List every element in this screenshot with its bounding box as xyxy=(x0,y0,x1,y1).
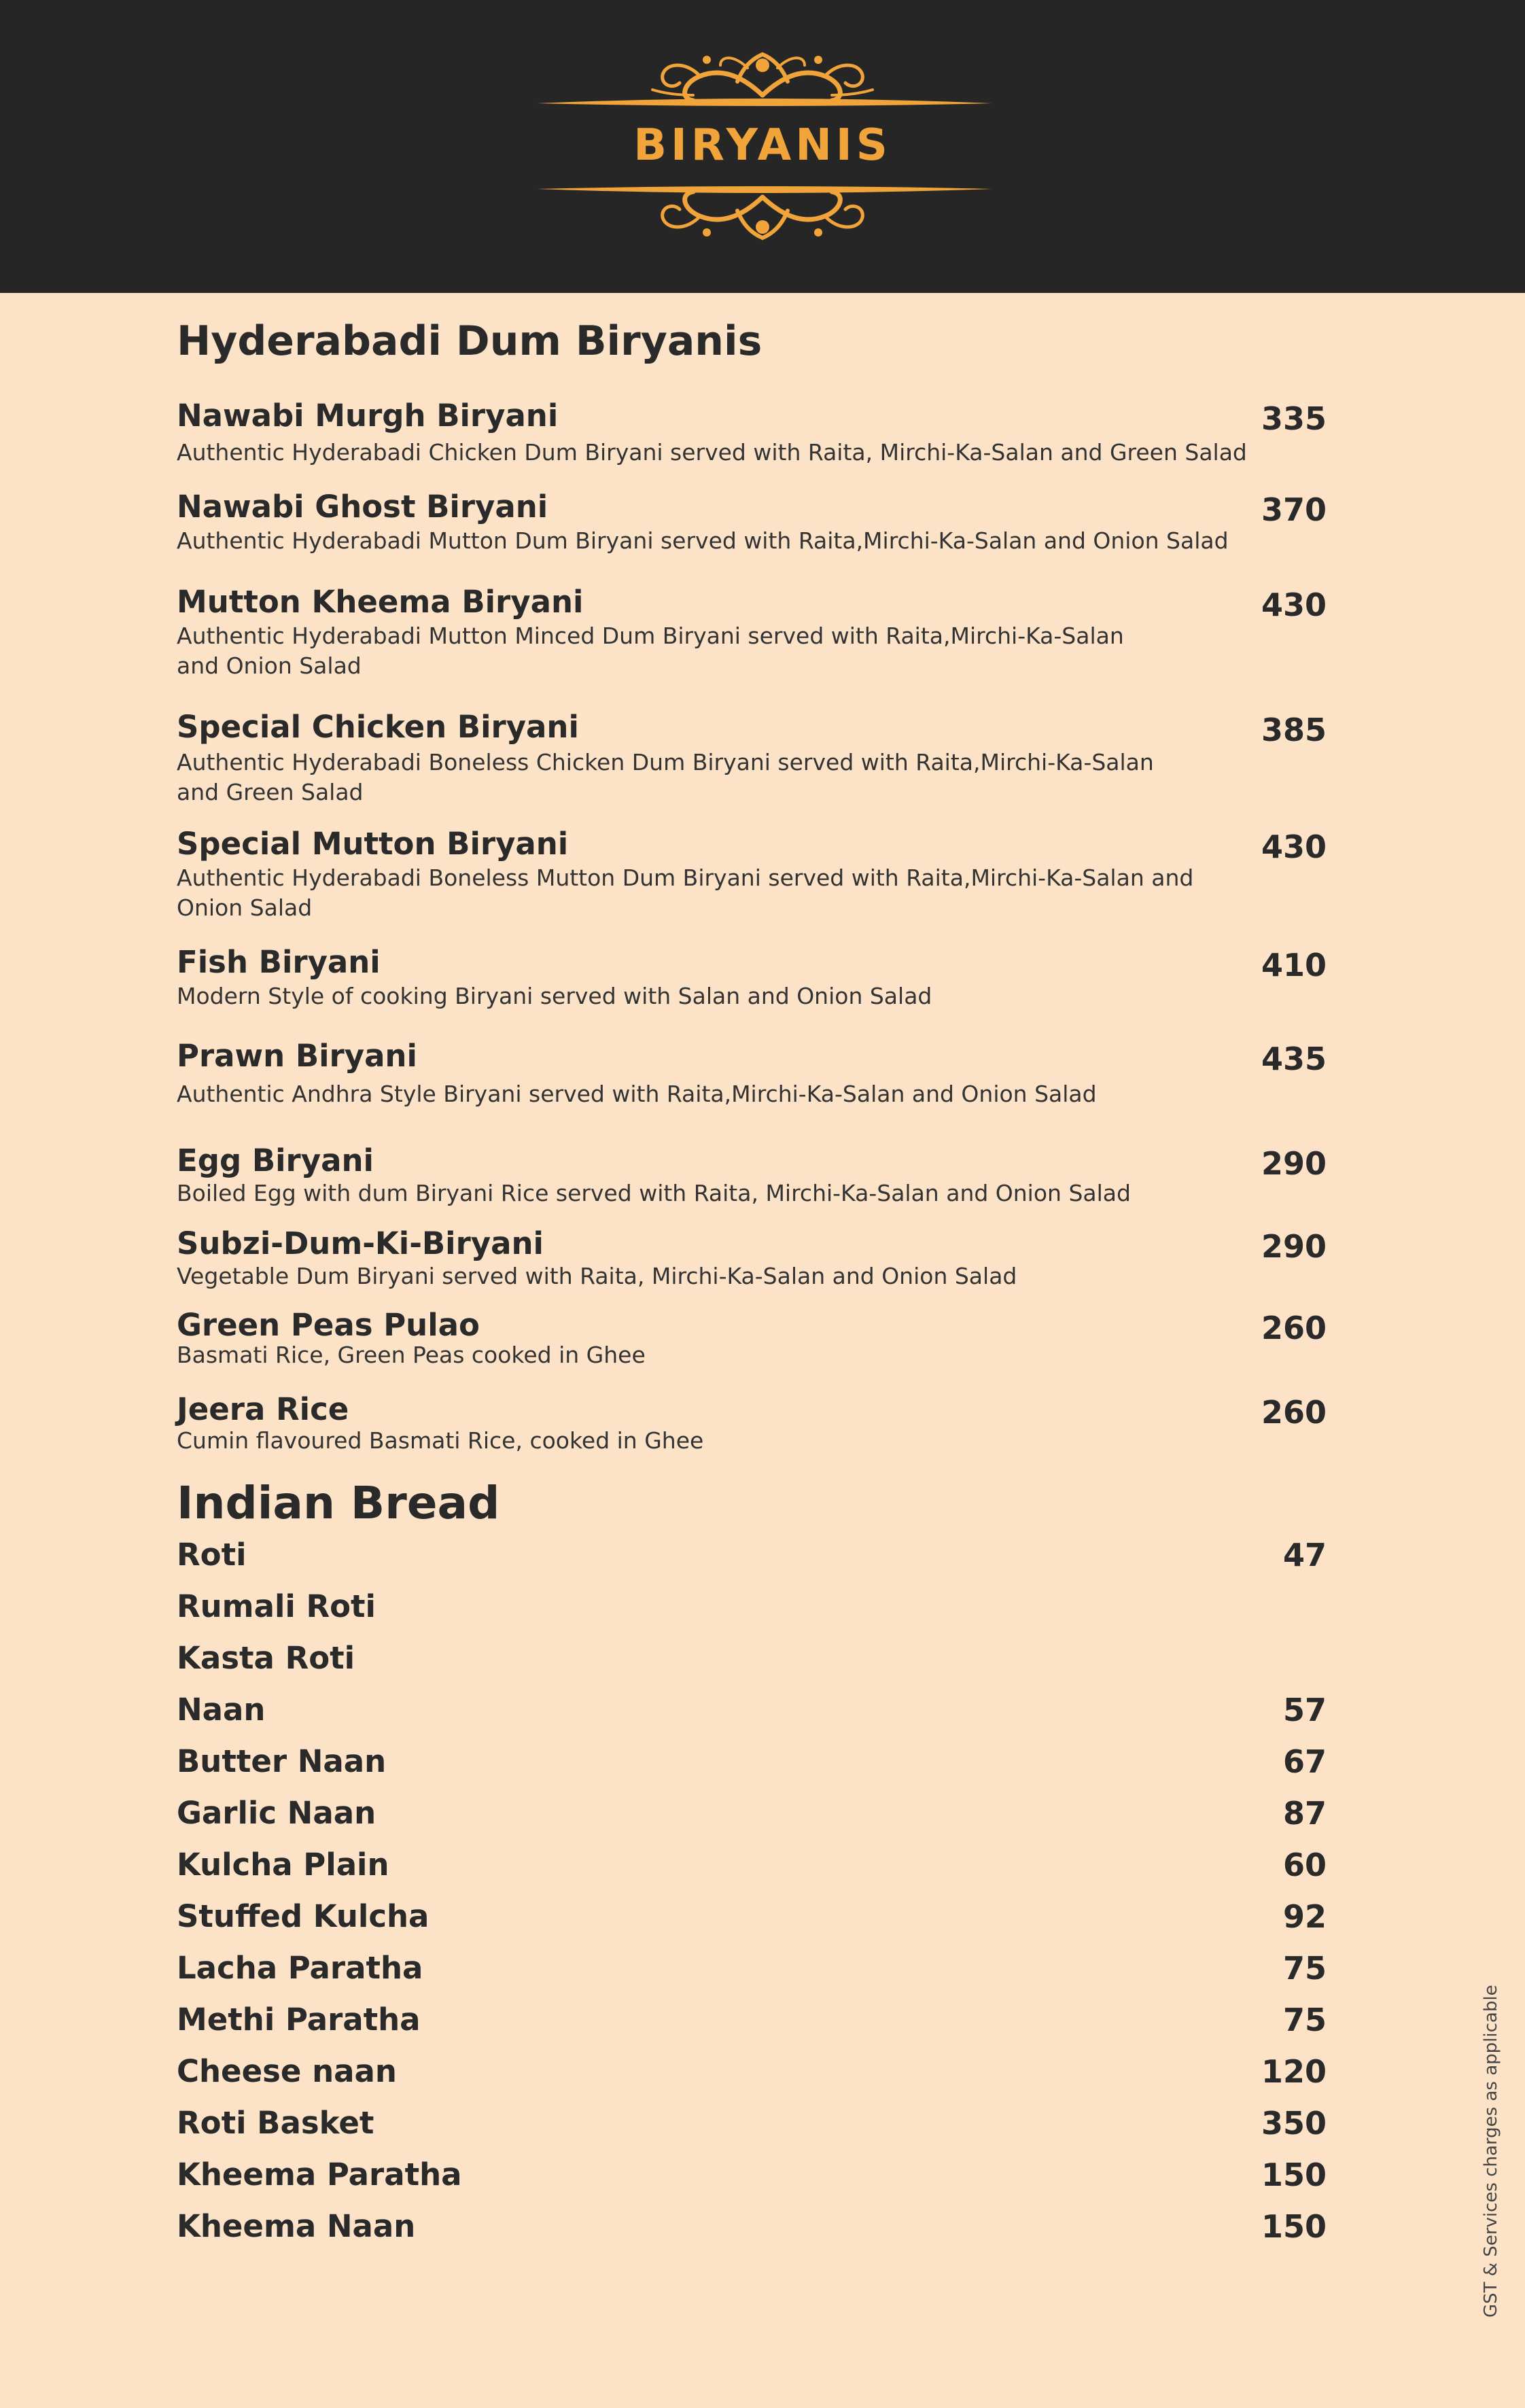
item-name: Naan xyxy=(177,1692,266,1728)
item-price: 150 xyxy=(1261,2208,1327,2245)
item-name: Mutton Kheema Biryani xyxy=(177,584,584,620)
item-name: Roti Basket xyxy=(177,2105,374,2141)
item-description: Cumin flavoured Basmati Rice, cooked in Ghee xyxy=(177,1427,704,1454)
item-name: Nawabi Ghost Biryani xyxy=(177,489,548,525)
menu-item xyxy=(0,2104,1525,2145)
item-price: 370 xyxy=(1261,491,1327,528)
menu-item xyxy=(0,1846,1525,1887)
menu-item xyxy=(0,1536,1525,1577)
item-description: Authentic Hyderabadi Mutton Minced Dum Biryani served with Raita,Mirchi-Ka-Salan and Onion Salad xyxy=(177,623,1124,679)
item-name: Special Mutton Biryani xyxy=(177,826,569,862)
menu-item xyxy=(0,2001,1525,2042)
item-price: 150 xyxy=(1261,2157,1327,2193)
item-price: 385 xyxy=(1261,712,1327,748)
menu-item xyxy=(0,1949,1525,1990)
item-price: 290 xyxy=(1261,1145,1327,1182)
item-price: 120 xyxy=(1261,2053,1327,2090)
item-description: Basmati Rice, Green Peas cooked in Ghee xyxy=(177,1342,646,1368)
item-price: 335 xyxy=(1261,400,1327,437)
item-description: Authentic Hyderabadi Boneless Mutton Dum Biryani served with Raita,Mirchi-Ka-Salan and Onion Salad xyxy=(177,865,1194,921)
menu-item xyxy=(0,1691,1525,1732)
item-price: 87 xyxy=(1282,1795,1327,1832)
item-description: Boiled Egg with dum Biryani Rice served with Raita, Mirchi-Ka-Salan and Onion Salad xyxy=(177,1180,1131,1206)
item-name: Special Chicken Biryani xyxy=(177,709,579,745)
item-description: Modern Style of cooking Biryani served with Salan and Onion Salad xyxy=(177,983,932,1009)
item-price: 60 xyxy=(1282,1847,1327,1883)
item-name: Lacha Paratha xyxy=(177,1950,423,1986)
page-title: BIRYANIS xyxy=(633,120,892,171)
menu-item xyxy=(0,2053,1525,2093)
item-name: Kulcha Plain xyxy=(177,1847,389,1883)
item-name: Garlic Naan xyxy=(177,1795,376,1831)
item-name: Rumali Roti xyxy=(177,1588,376,1624)
item-price: 260 xyxy=(1261,1310,1327,1346)
item-name: Kheema Naan xyxy=(177,2208,416,2244)
item-name: Methi Paratha xyxy=(177,2002,421,2038)
menu-item xyxy=(0,1588,1525,1628)
item-name: Kasta Roti xyxy=(177,1640,355,1676)
item-price: 260 xyxy=(1261,1394,1327,1431)
item-price: 430 xyxy=(1261,587,1327,623)
item-description: Authentic Hyderabadi Mutton Dum Biryani served with Raita,Mirchi-Ka-Salan and Onion Salad xyxy=(177,527,1229,554)
item-name: Fish Biryani xyxy=(177,944,381,980)
menu-item xyxy=(0,1639,1525,1680)
item-name: Butter Naan xyxy=(177,1743,387,1779)
item-price: 430 xyxy=(1261,828,1327,865)
item-name: Subzi-Dum-Ki-Biryani xyxy=(177,1225,544,1261)
item-name: Cheese naan xyxy=(177,2053,397,2089)
section-title-biryanis: Hyderabadi Dum Biryanis xyxy=(177,317,762,365)
item-price: 67 xyxy=(1282,1743,1327,1780)
tax-footnote: GST & Services charges as applicable xyxy=(1481,1985,1501,2318)
item-name: Stuffed Kulcha xyxy=(177,1898,430,1934)
item-price: 290 xyxy=(1261,1228,1327,1265)
item-description: Authentic Hyderabadi Chicken Dum Biryani served with Raita, Mirchi-Ka-Salan and Green Salad xyxy=(177,439,1247,466)
menu-item xyxy=(0,1743,1525,1783)
menu-item xyxy=(0,2208,1525,2248)
item-name: Jeera Rice xyxy=(177,1391,349,1427)
item-price: 92 xyxy=(1282,1898,1327,1935)
item-price: 435 xyxy=(1261,1041,1327,1077)
item-price: 410 xyxy=(1261,947,1327,983)
item-price: 75 xyxy=(1282,2002,1327,2038)
item-price: 350 xyxy=(1261,2105,1327,2142)
item-price: 75 xyxy=(1282,1950,1327,1987)
item-name: Kheema Paratha xyxy=(177,2157,462,2193)
menu-item xyxy=(0,1794,1525,1835)
item-name: Nawabi Murgh Biryani xyxy=(177,398,559,434)
item-name: Green Peas Pulao xyxy=(177,1307,480,1343)
item-description: Authentic Andhra Style Biryani served with Raita,Mirchi-Ka-Salan and Onion Salad xyxy=(177,1081,1097,1107)
item-name: Prawn Biryani xyxy=(177,1038,417,1074)
menu-item xyxy=(0,2156,1525,2197)
menu-item xyxy=(0,1898,1525,1938)
item-price: 57 xyxy=(1282,1692,1327,1728)
item-name: Roti xyxy=(177,1537,247,1573)
item-description: Vegetable Dum Biryani served with Raita, Mirchi-Ka-Salan and Onion Salad xyxy=(177,1263,1017,1289)
item-description: Authentic Hyderabadi Boneless Chicken Dum Biryani served with Raita,Mirchi-Ka-Salan and Green Salad xyxy=(177,749,1154,805)
section-title-bread: Indian Bread xyxy=(177,1477,500,1529)
item-name: Egg Biryani xyxy=(177,1142,374,1179)
item-price: 47 xyxy=(1282,1537,1327,1573)
